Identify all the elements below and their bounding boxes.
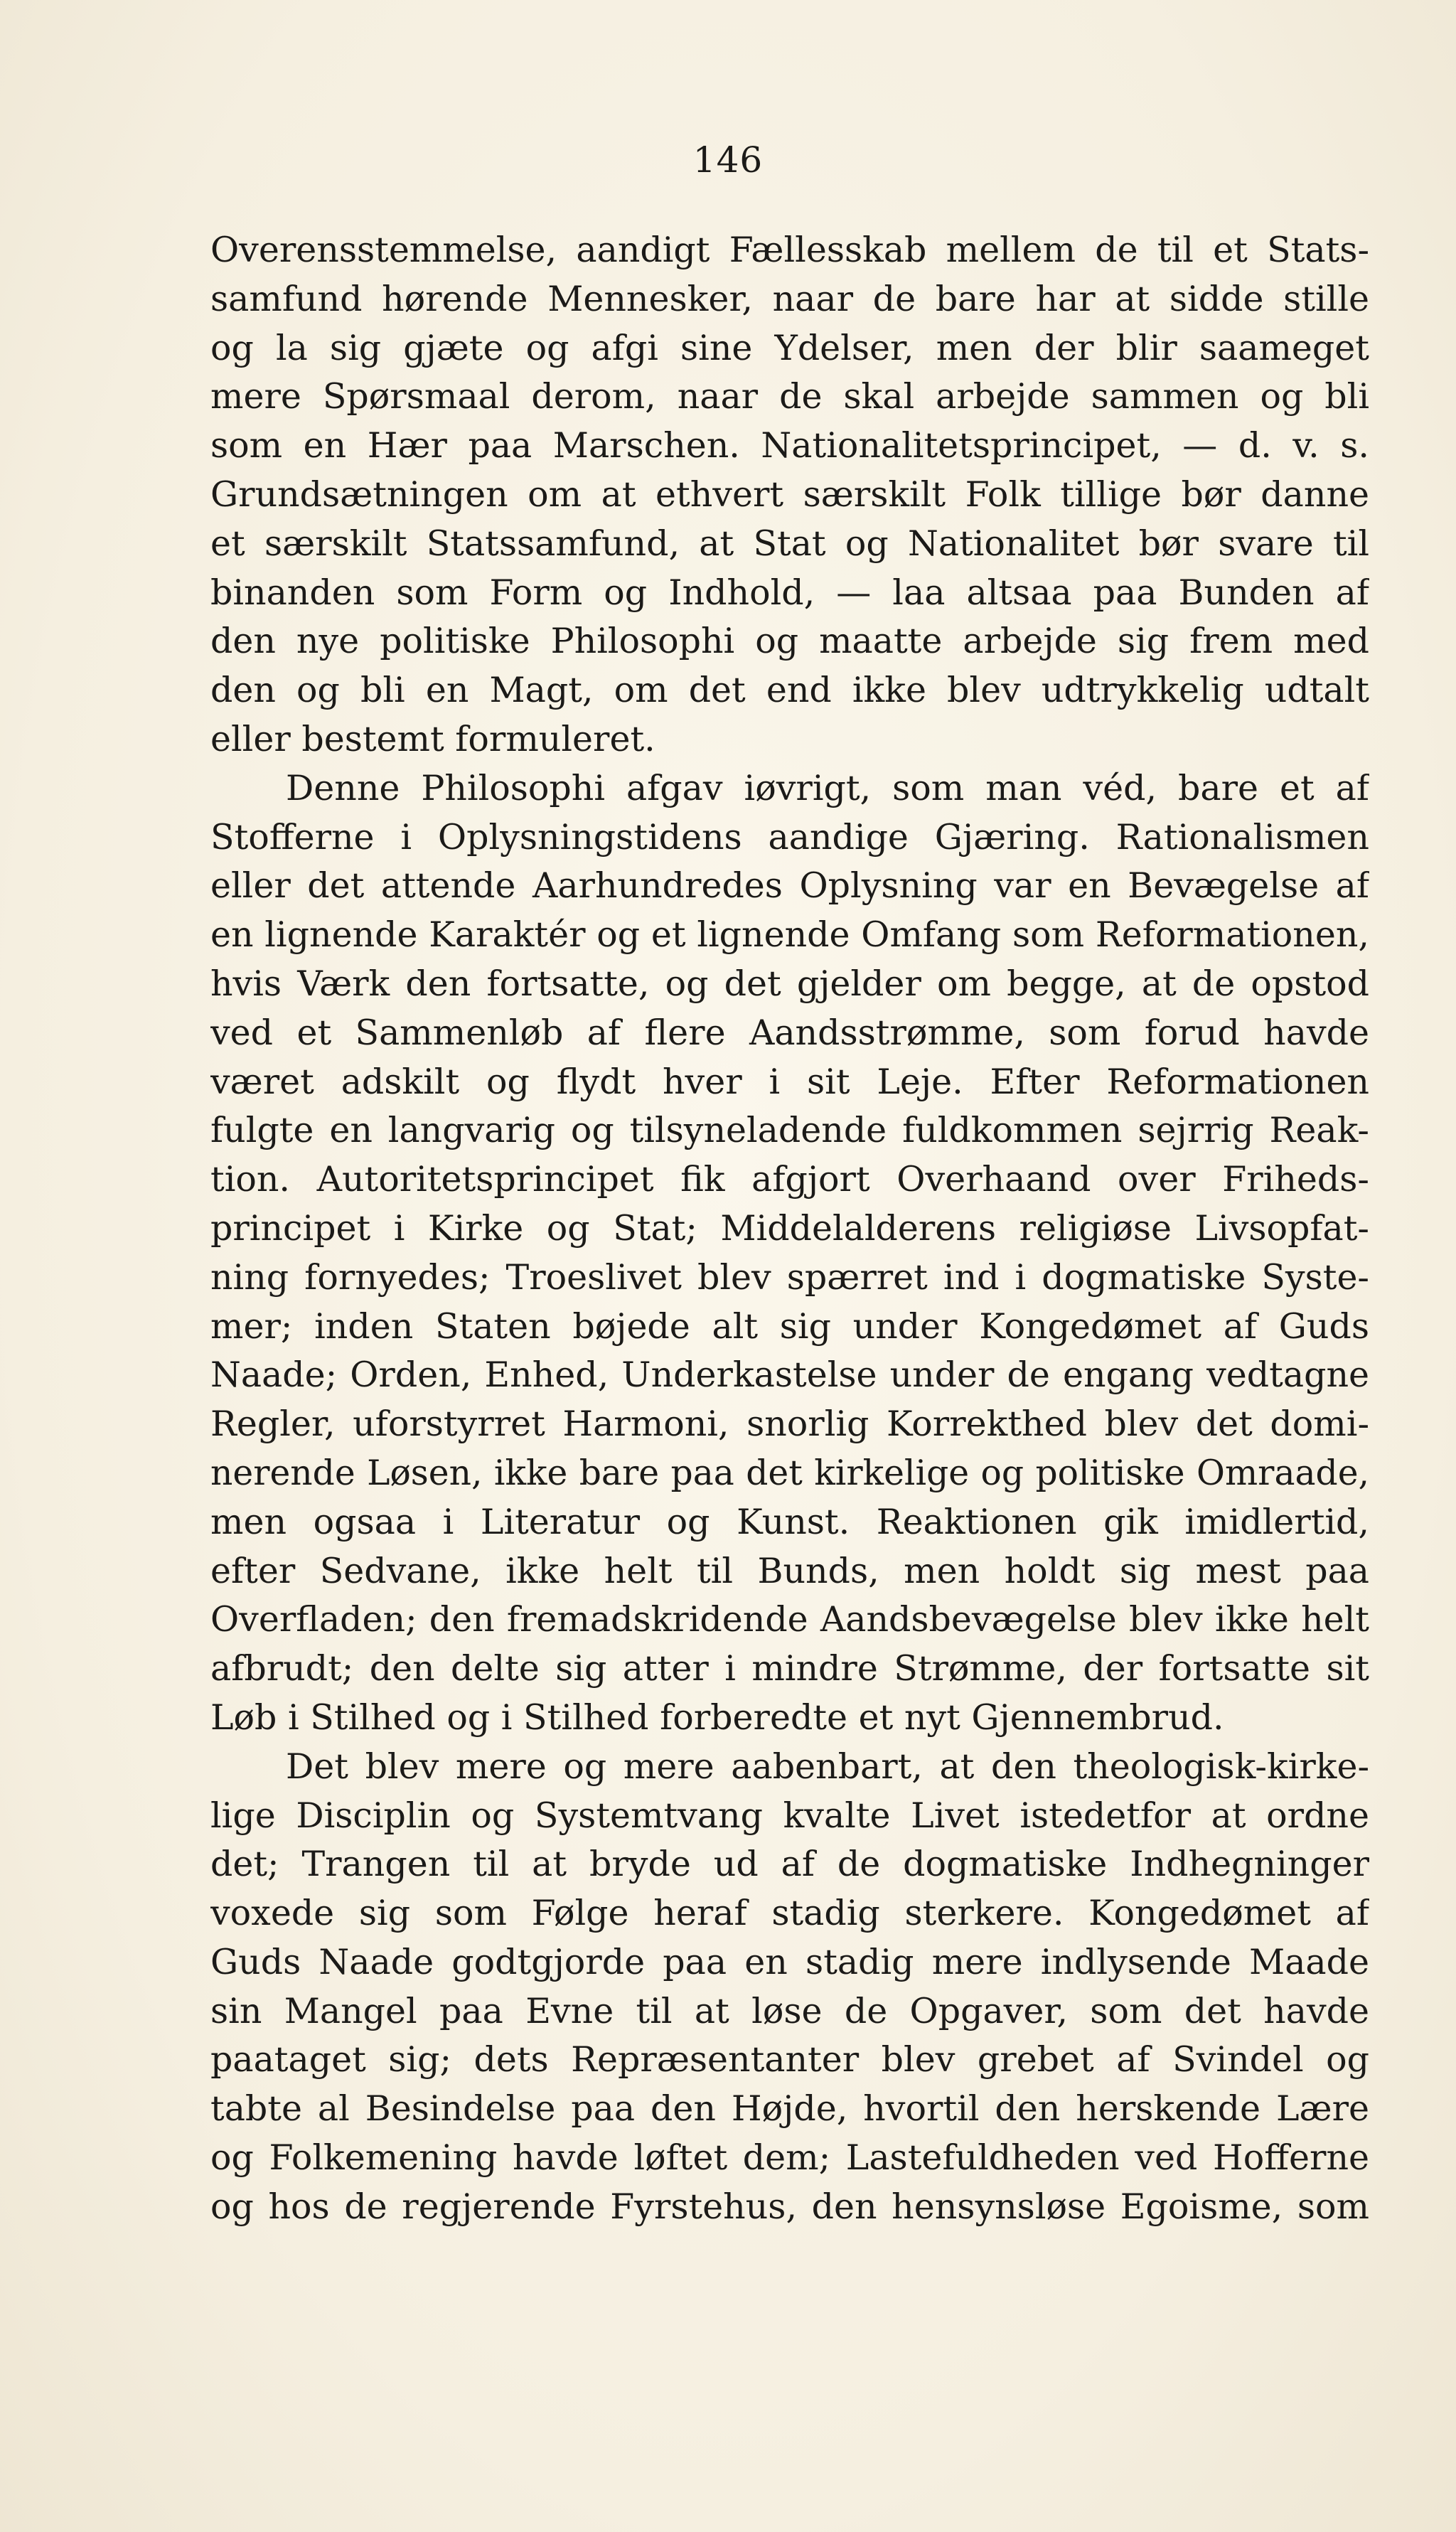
text-line: og Folkemening havde løftet dem; Lastefuldheden ved Hofferne	[210, 2137, 1369, 2179]
text-line: paataget sig; dets Repræsentanter blev grebet af Svindel og	[210, 2039, 1369, 2080]
text-line: den nye politiske Philosophi og maatte arbejde sig frem med	[210, 621, 1369, 662]
text-line: lige Disciplin og Systemtvang kvalte Livet istedetfor at ordne	[210, 1795, 1369, 1836]
text-line: samfund hørende Mennesker, naar de bare har at sidde stille	[210, 278, 1369, 319]
text-line: Det blev mere og mere aabenbart, at den theologisk-kirke-	[286, 1746, 1369, 1787]
text-line: sin Mangel paa Evne til at løse de Opgaver, som det havde	[210, 1990, 1369, 2031]
text-line: et særskilt Statssamfund, at Stat og Nationalitet bør svare til	[210, 523, 1369, 564]
text-line: Overensstemmelse, aandigt Fællesskab mellem de til et Stats-	[210, 230, 1369, 270]
text-line: mer; inden Staten bøjede alt sig under Kongedømet af Guds	[210, 1305, 1369, 1347]
text-line: hvis Værk den fortsatte, og det gjelder om begge, at de opstod	[210, 963, 1369, 1004]
text-line: principet i Kirke og Stat; Middelalderens religiøse Livsopfat-	[210, 1207, 1369, 1249]
text-line: tabte al Besindelse paa den Højde, hvortil den herskende Lære	[210, 2088, 1369, 2130]
text-line: som en Hær paa Marschen. Nationalitetsprincipet, — d. v. s.	[210, 425, 1369, 466]
text-line: Denne Philosophi afgav iøvrigt, som man véd, bare et af	[286, 767, 1369, 808]
text-line: Grundsætningen om at ethvert særskilt Folk tillige bør danne	[210, 474, 1369, 515]
text-line: efter Sedvane, ikke helt til Bunds, men holdt sig mest paa	[210, 1550, 1369, 1591]
text-line: mere Spørsmaal derom, naar de skal arbejde sammen og bli	[210, 376, 1369, 417]
text-line: og la sig gjæte og afgi sine Ydelser, men der blir saameget	[210, 327, 1369, 368]
text-line: den og bli en Magt, om det end ikke blev udtrykkelig udtalt	[210, 670, 1369, 711]
text-line: Stofferne i Oplysningstidens aandige Gjæring. Rationalismen	[210, 816, 1369, 858]
text-line: fulgte en langvarig og tilsyneladende fuldkommen sejrrig Reak-	[210, 1110, 1369, 1151]
text-line: voxede sig som Følge heraf stadig sterkere. Kongedømet af	[210, 1893, 1369, 1934]
text-line: en lignende Karaktér og et lignende Omfang som Reformationen,	[210, 914, 1369, 956]
text-line: afbrudt; den delte sig atter i mindre Strømme, der fortsatte sit	[210, 1648, 1369, 1689]
text-line: Løb i Stilhed og i Stilhed forberedte et nyt Gjennembrud.	[210, 1697, 1224, 1738]
text-line: Guds Naade godtgjorde paa en stadig mere indlysende Maade	[210, 1941, 1369, 1982]
text-line: men ogsaa i Literatur og Kunst. Reaktionen gik imidlertid,	[210, 1501, 1369, 1542]
text-line: og hos de regjerende Fyrstehus, den hensynsløse Egoisme, som	[210, 2186, 1369, 2227]
text-line: Regler, uforstyrret Harmoni, snorlig Korrekthed blev det domi-	[210, 1404, 1369, 1445]
text-line: Naade; Orden, Enhed, Underkastelse under de engang vedtagne	[210, 1355, 1369, 1396]
text-line: det; Trangen til at bryde ud af de dogmatiske Indhegninger	[210, 1844, 1369, 1885]
text-line: binanden som Form og Indhold, — laa altsaa paa Bunden af	[210, 572, 1369, 613]
text-line: tion. Autoritetsprincipet fik afgjort Overhaand over Friheds-	[210, 1159, 1369, 1200]
text-line: ning fornyedes; Troeslivet blev spærret ind i dogmatiske Syste-	[210, 1256, 1369, 1298]
text-line: eller det attende Aarhundredes Oplysning var en Bevægelse af	[210, 865, 1369, 907]
text-line: været adskilt og flydt hver i sit Leje. Efter Reformationen	[210, 1061, 1369, 1102]
text-line: ved et Sammenløb af flere Aandsstrømme, som forud havde	[210, 1012, 1369, 1053]
text-line: eller bestemt formuleret.	[210, 718, 655, 759]
text-line: Overfladen; den fremadskridende Aandsbevægelse blev ikke helt	[210, 1599, 1369, 1640]
body-text	[210, 226, 1369, 2232]
page-number: 146	[692, 139, 764, 181]
text-line: nerende Løsen, ikke bare paa det kirkelige og politiske Omraade,	[210, 1453, 1369, 1493]
